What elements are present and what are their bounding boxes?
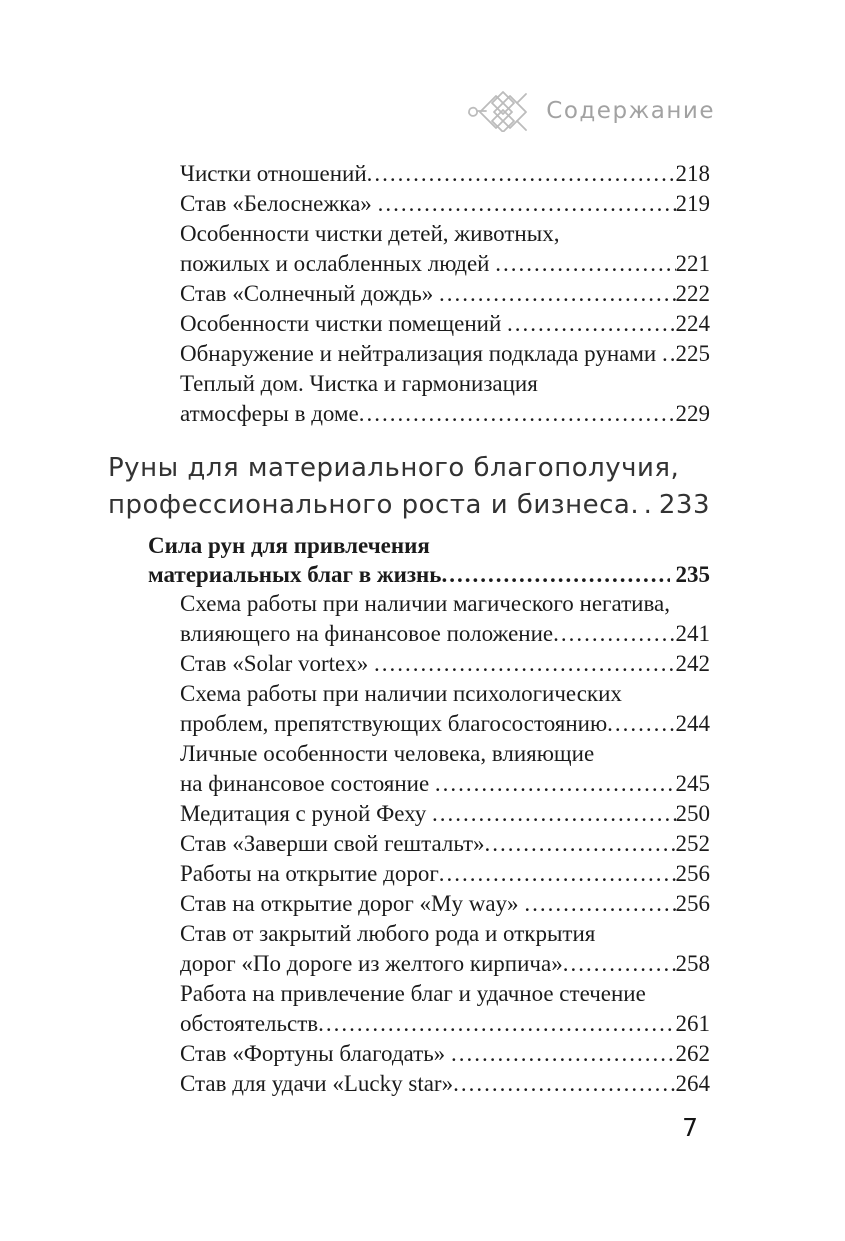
toc-page-number: 252: [675, 831, 710, 856]
dot-leader: [435, 769, 676, 799]
dot-leader: [662, 339, 676, 369]
toc-item: [108, 889, 710, 919]
toc-item-title: влияющего на финансовое положение: [180, 621, 554, 646]
toc-item: [108, 531, 710, 589]
toc-page-number: 218: [675, 161, 710, 186]
toc-item: [108, 859, 710, 889]
toc-item-title: Став от закрытий любого рода и открытия: [180, 921, 596, 946]
toc-line: [180, 979, 710, 1009]
toc-line: [180, 949, 710, 979]
toc-line: [180, 919, 710, 949]
toc-item-title: Чистки отношений: [180, 161, 367, 186]
dot-leader: [374, 649, 676, 679]
toc-line: [180, 739, 710, 769]
toc-item: [108, 649, 710, 679]
dot-leader: [359, 399, 676, 429]
toc-line: [148, 560, 710, 589]
toc-line: [180, 189, 710, 219]
toc-line: [108, 487, 710, 524]
toc-line: [180, 829, 710, 859]
dot-leader: [553, 619, 675, 649]
toc-item-title: Схема работы при наличии магического негатива,: [180, 591, 670, 616]
dot-leader: [563, 949, 676, 979]
dot-leader: [507, 309, 675, 339]
toc-line: [180, 1039, 710, 1069]
toc-page-number: 256: [675, 891, 710, 916]
toc-line: [180, 219, 710, 249]
toc-page-number: 256: [675, 861, 710, 886]
toc-page-number: 244: [675, 711, 710, 736]
toc-item-title: атмосферы в доме: [180, 401, 359, 426]
toc-item: [108, 799, 710, 829]
toc-item: [108, 1069, 710, 1099]
dot-leader: [367, 159, 676, 189]
toc-line: [180, 769, 710, 799]
toc-item: [108, 919, 710, 979]
toc-line: [180, 649, 710, 679]
toc-item: [108, 219, 710, 279]
dot-leader: [495, 249, 675, 279]
toc-item-title: Медитация с руной Феху: [180, 801, 433, 826]
dot-leader: [378, 189, 676, 219]
toc-item-title: Став на открытие дорог «My way»: [180, 891, 525, 916]
dot-leader: [453, 1069, 675, 1099]
toc-line: [180, 709, 710, 739]
toc-item-title: дорог «По дороге из желтого кирпича»: [180, 951, 563, 976]
toc-line: [180, 589, 710, 619]
toc-item: [108, 279, 710, 309]
toc-line: [180, 279, 710, 309]
toc-item-title: Особенности чистки детей, животных,: [180, 221, 560, 246]
toc-item-title: Схема работы при наличии психологических: [180, 681, 622, 706]
toc-item-title: на финансовое состояние: [180, 771, 435, 796]
toc-page-number: 222: [675, 281, 710, 306]
toc-item: [108, 589, 710, 649]
toc-line: [180, 1009, 710, 1039]
dot-leader: [630, 487, 659, 524]
toc-page-number: 221: [675, 251, 710, 276]
toc-page-number: 233: [658, 490, 710, 520]
toc-item-title: Став «Solar vortex»: [180, 651, 374, 676]
toc-item: [108, 369, 710, 429]
toc-page-number: 245: [675, 771, 710, 796]
toc-item-title: пожилых и ослабленных людей: [180, 251, 496, 276]
toc-line: [180, 309, 710, 339]
toc-item-title: Став для удачи «Lucky star»: [180, 1071, 454, 1096]
toc-item: [108, 189, 710, 219]
toc-page-number: 219: [675, 191, 710, 216]
dot-leader: [451, 1039, 676, 1069]
dot-leader: [439, 279, 676, 309]
dot-leader: [607, 709, 675, 739]
toc-line: [180, 799, 710, 829]
toc-line: [180, 249, 710, 279]
toc-page-number: 250: [675, 801, 710, 826]
dot-leader: [485, 829, 676, 859]
toc-item: [108, 679, 710, 739]
toc-list: [108, 159, 710, 1099]
toc-item-title: Личные особенности человека, влияющие: [180, 741, 595, 766]
toc-page-number: 224: [675, 311, 710, 336]
toc-item-title: Теплый дом. Чистка и гармонизация: [180, 371, 538, 396]
dot-leader: [441, 560, 669, 589]
toc-line: [180, 859, 710, 889]
toc-page-number: 264: [675, 1071, 710, 1096]
toc-page-number: 225: [675, 341, 710, 366]
toc-item-title: проблем, препятствующих благосостоянию: [180, 711, 608, 736]
dot-leader: [439, 859, 676, 889]
dot-leader: [318, 1009, 675, 1039]
toc-item: [108, 829, 710, 859]
toc-item-title: Став «Солнечный дождь»: [180, 281, 439, 306]
toc-line: [180, 369, 710, 399]
toc-page-number: 262: [675, 1041, 710, 1066]
toc-page-number: 258: [675, 951, 710, 976]
toc-line: [180, 679, 710, 709]
toc-item-title: Став «Белоснежка»: [180, 191, 378, 216]
toc-line: [180, 619, 710, 649]
toc-item: [108, 450, 710, 524]
toc-page-number: 242: [675, 651, 710, 676]
toc-item-title: Работа на привлечение благ и удачное стечение: [180, 981, 646, 1006]
toc-title: Содержание: [546, 98, 715, 124]
toc-item-title: Став «Фортуны благодать»: [180, 1041, 451, 1066]
page-number: 7: [682, 1113, 698, 1142]
toc-line: [180, 889, 710, 919]
toc-item: [108, 979, 710, 1039]
toc-item-title: Руны для материального благополучия,: [108, 453, 680, 483]
toc-item-title: Сила рун для привлечения: [148, 533, 430, 558]
toc-page-number: 241: [675, 621, 710, 646]
celtic-knot-icon: [466, 90, 534, 132]
toc-line: [180, 339, 710, 369]
toc-item: [108, 1039, 710, 1069]
toc-item-title: профессионального роста и бизнеса: [108, 490, 631, 520]
dot-leader: [432, 799, 675, 829]
toc-item: [108, 309, 710, 339]
toc-item: [108, 739, 710, 799]
toc-header: [505, 90, 715, 132]
toc-page-number: 229: [675, 401, 710, 426]
toc-line: [108, 450, 710, 487]
toc-page-number: 261: [675, 1011, 710, 1036]
toc-page-number: 235: [675, 562, 710, 587]
toc-item-title: материальных благ в жизнь: [148, 562, 442, 587]
toc-item-title: обстоятельств: [180, 1011, 319, 1036]
toc-line: [180, 1069, 710, 1099]
toc-item: [108, 159, 710, 189]
dot-leader: [524, 889, 675, 919]
toc-line: [148, 531, 710, 560]
toc-item-title: Обнаружение и нейтрализация подклада рунами: [180, 341, 662, 366]
toc-item-title: Работы на открытие дорог: [180, 861, 439, 886]
toc-item: [108, 339, 710, 369]
footer: [108, 1113, 710, 1142]
toc-item-title: Особенности чистки помещений: [180, 311, 508, 336]
toc-item-title: Став «Заверши свой гештальт»: [180, 831, 485, 856]
toc-line: [180, 399, 710, 429]
toc-line: [180, 159, 710, 189]
